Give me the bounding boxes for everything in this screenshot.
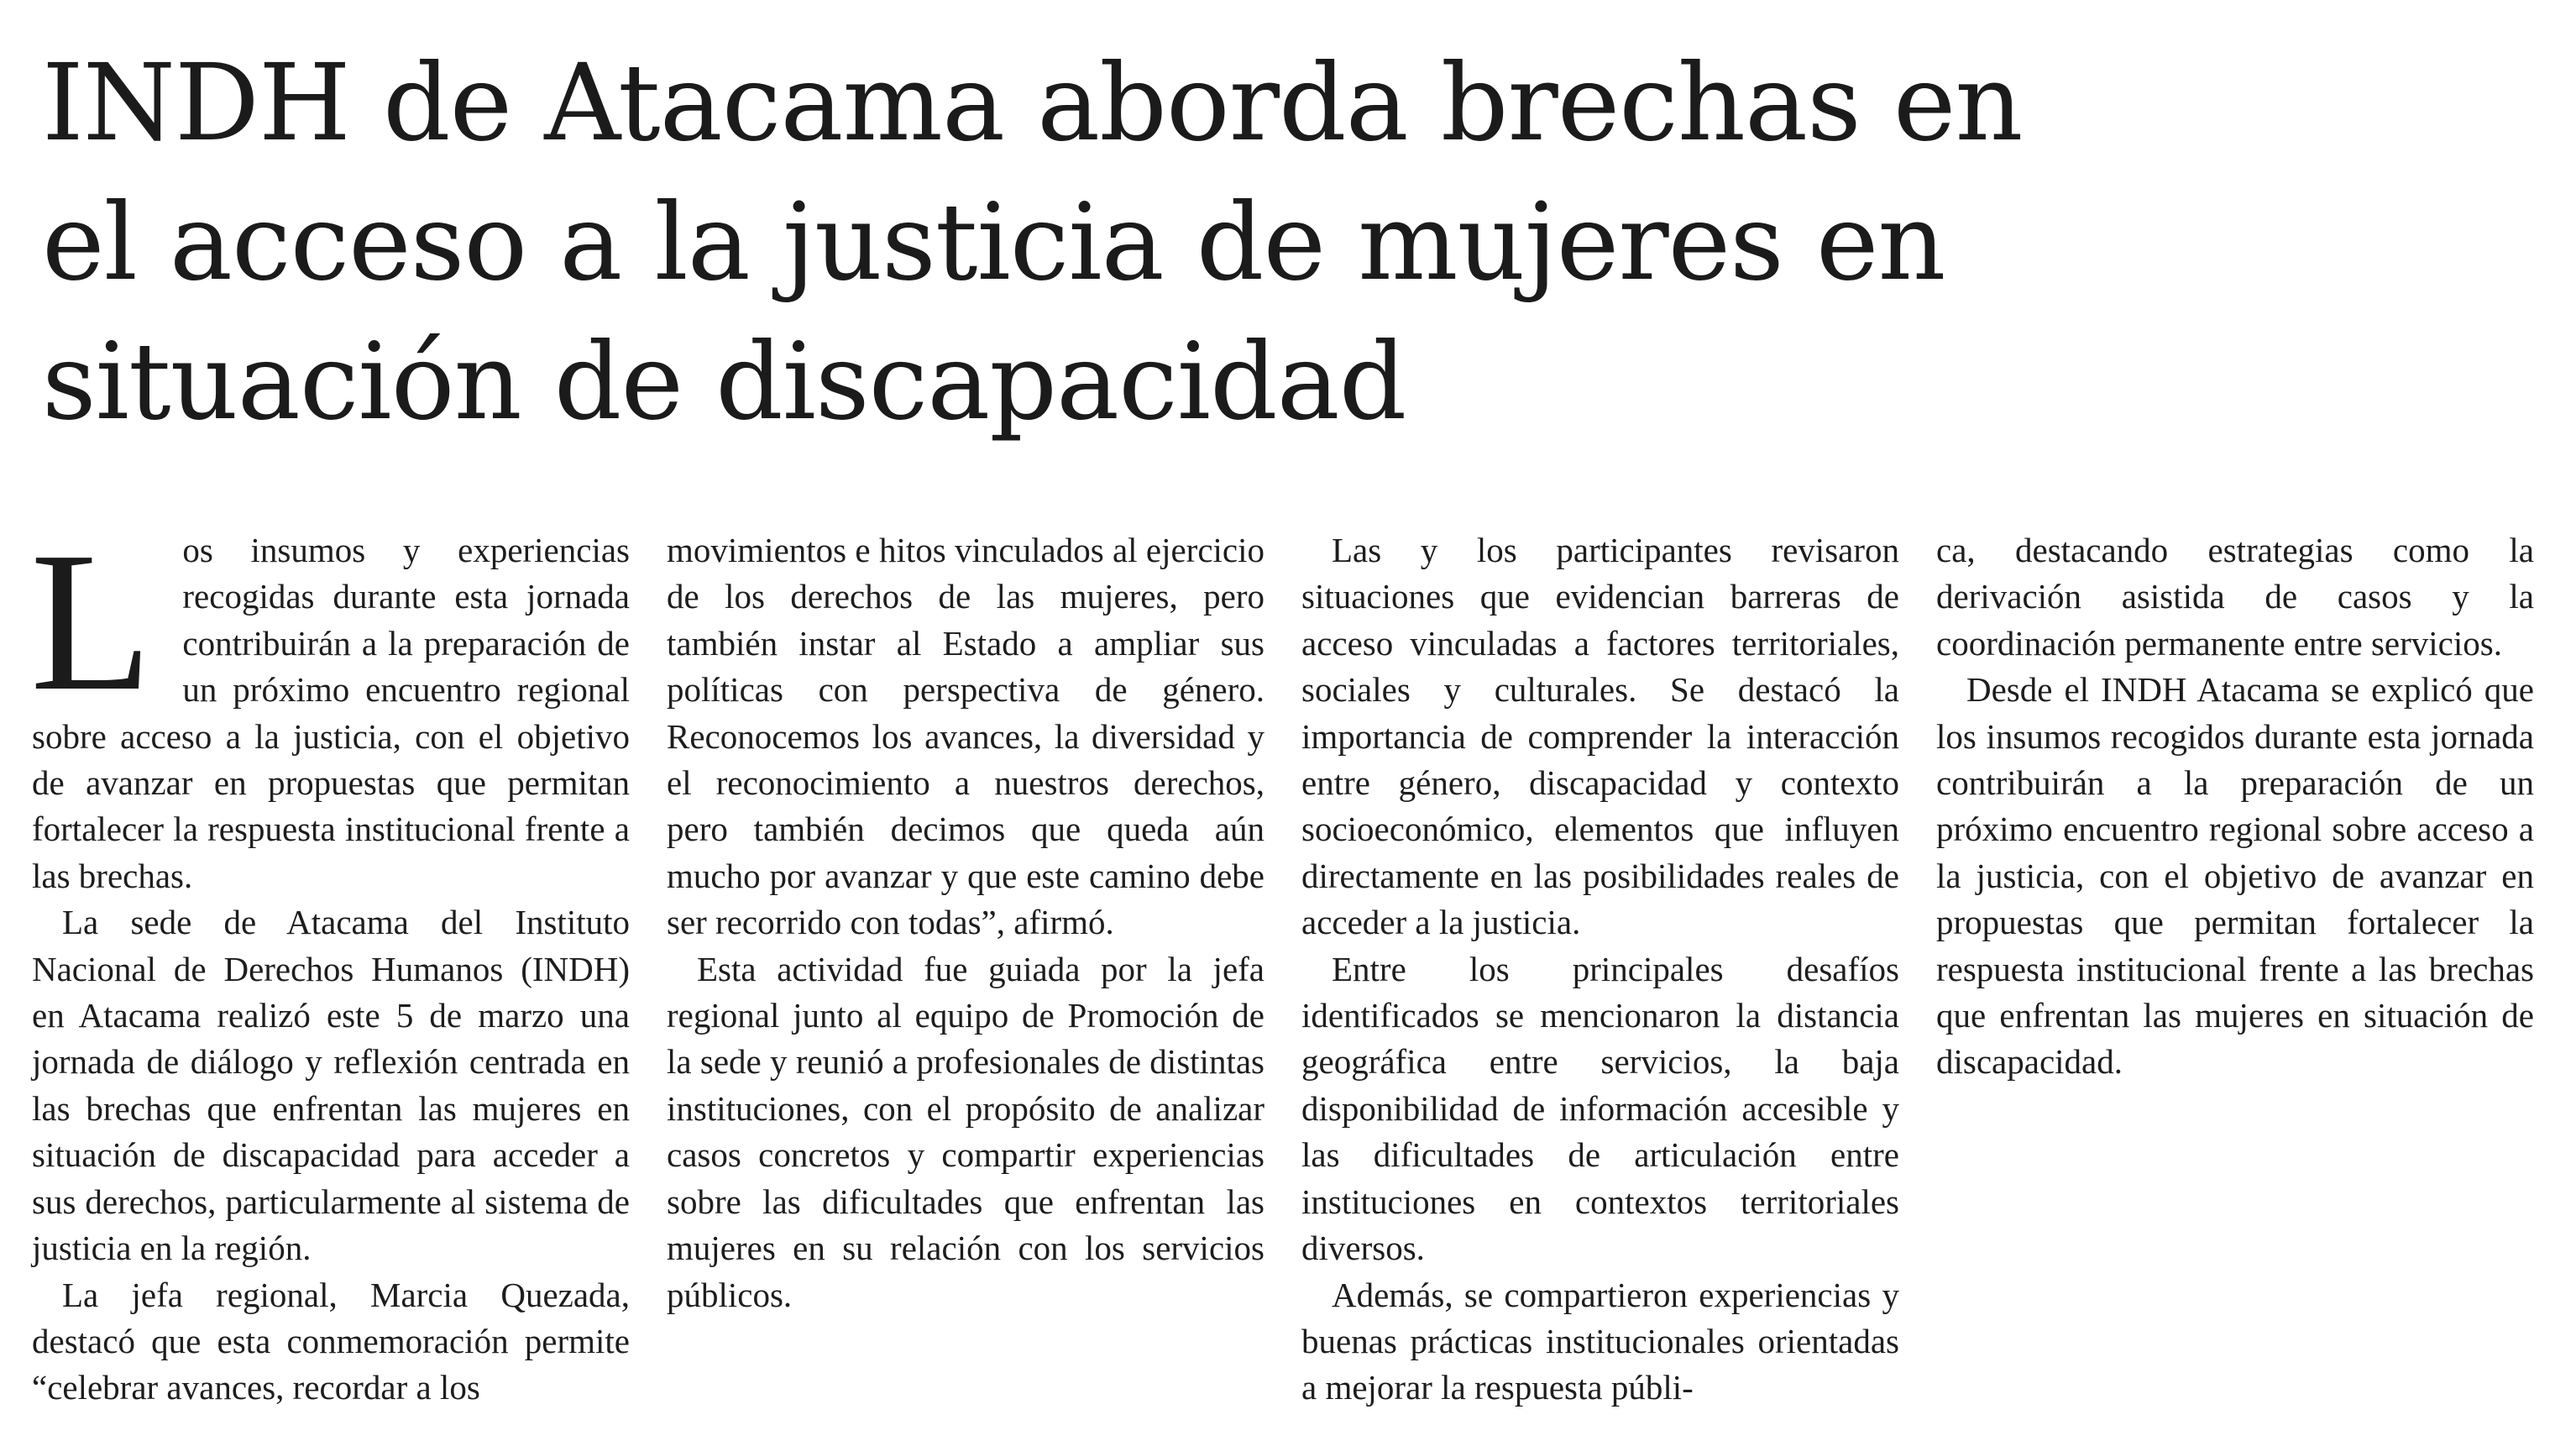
headline-line: el acceso a la justicia de mujeres en xyxy=(42,181,1945,304)
article-column-2 xyxy=(667,527,1264,1318)
body-paragraph: La sede de Atacama del Instituto Nacional de Derechos Humanos (INDH) en Atacama realizó este 5 de marzo una jornada de diálogo y reflexión centrada en las brechas que enfrentan las mujeres en situación de discapacidad para acceder a sus derechos, particularmente al sistema de justicia en la región. xyxy=(32,903,630,1268)
body-paragraph: Las y los participantes revisaron situaciones que evidencian barreras de acceso vinculadas a factores territoriales, sociales y culturales. Se destacó la importancia de comprender la interacción entre género, discapacidad y contexto socioeconómico, elementos que influyen directamente en las posibilidades reales de acceder a la justicia. xyxy=(1301,531,1899,942)
body-paragraph: La jefa regional, Marcia Quezada, destacó que esta conmemoración permite “celebrar avances, recordar a los xyxy=(32,1275,630,1407)
body-paragraph-continued: ca, destacando estrategias como la derivación asistida de casos y la coordinación permanente entre servicios. xyxy=(1936,531,2534,663)
article-column-3 xyxy=(1301,527,1899,1412)
body-paragraph: Entre los principales desafíos identificados se mencionaron la distancia geográfica entre servicios, la baja disponibilidad de información accesible y las dificultades de articulación entre instituciones en contextos territoriales diversos. xyxy=(1301,949,1899,1268)
article-headline xyxy=(42,34,2191,452)
body-paragraph-continued: movimientos e hitos vinculados al ejercicio de los derechos de las mujeres, pero también instar al Estado a ampliar sus políticas con perspectiva de género. Reconocemos los avances, la diversidad y el reconocimiento a nuestros derechos, pero también decimos que queda aún mucho por avanzar y que este camino debe ser recorrido con todas”, afirmó. xyxy=(667,531,1264,942)
lead-paragraph xyxy=(30,511,630,899)
headline-line: INDH de Atacama aborda brechas en xyxy=(42,41,2023,165)
drop-cap: L xyxy=(30,511,153,732)
article-column-4 xyxy=(1936,527,2534,1086)
body-paragraph: Esta actividad fue guiada por la jefa regional junto al equipo de Promoción de la sede y reunió a profesionales de distintas instituciones, con el propósito de analizar casos concretos y compartir experiencias sobre las dificultades que enfrentan las mujeres en su relación con los servicios públicos. xyxy=(667,949,1264,1314)
headline-line: situación de discapacidad xyxy=(42,320,1406,443)
body-paragraph: Además, se compartieron experiencias y buenas prácticas institucionales orientadas a mejorar la respuesta públi- xyxy=(1301,1275,1899,1407)
article-column-1 xyxy=(30,511,630,1412)
lead-paragraph-text: os insumos y experiencias recogidas durante esta jornada contribuirán a la preparación de un próximo encuentro regional sobre acceso a la justicia, con el objetivo de avanzar en propuestas que permitan fortalecer la respuesta institucional frente a las brechas. xyxy=(32,531,630,895)
body-paragraph: Desde el INDH Atacama se explicó que los insumos recogidos durante esta jornada contribuirán a la preparación de un próximo encuentro regional sobre acceso a la justicia, con el objetivo de avanzar en propuestas que permitan fortalecer la respuesta institucional frente a las brechas que enfrentan las mujeres en situación de discapacidad. xyxy=(1936,670,2534,1082)
